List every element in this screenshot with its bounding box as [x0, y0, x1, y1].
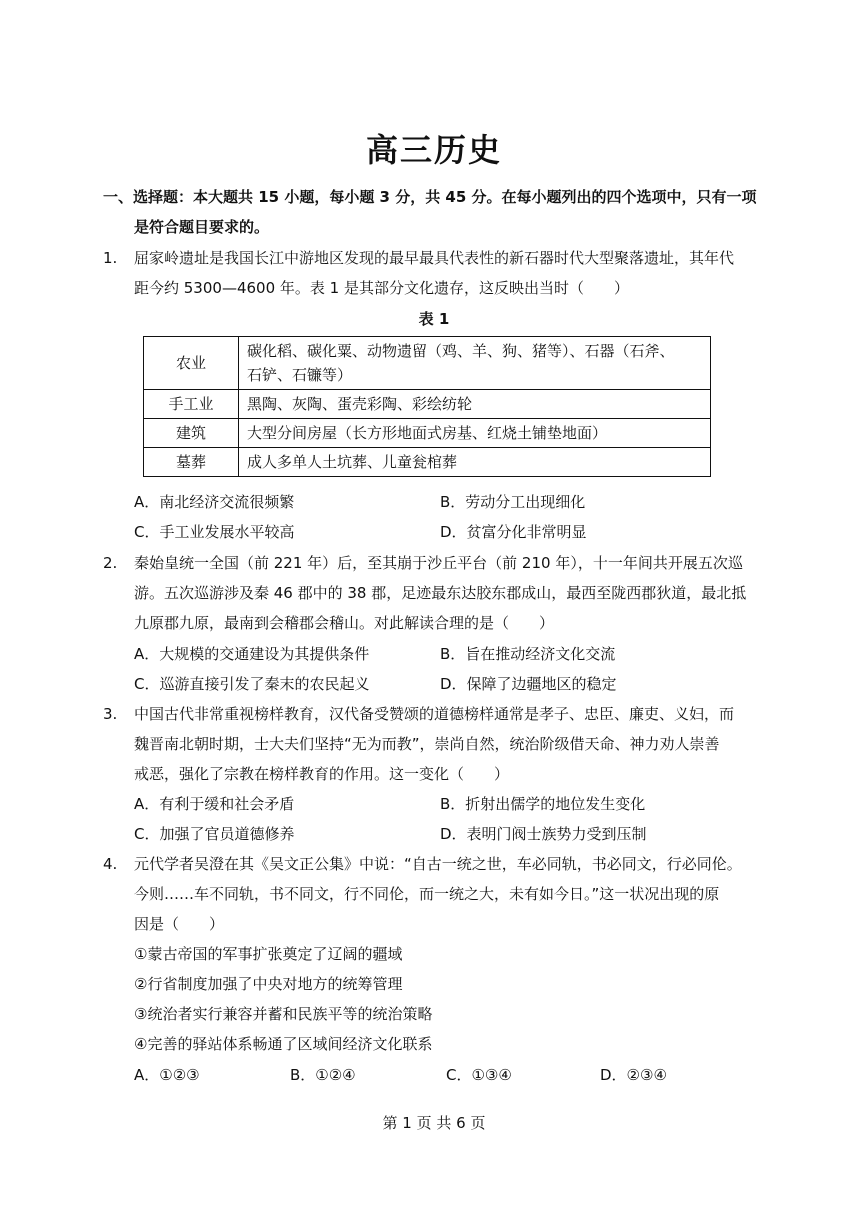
table-row-content: 黑陶、灰陶、蛋壳彩陶、彩绘纺轮 [239, 390, 711, 419]
table-row [144, 448, 711, 477]
question-1-option-c[interactable]: C．手工业发展水平较高 [134, 523, 295, 541]
question-3-option-b[interactable]: B．折射出儒学的地位发生变化 [440, 795, 646, 813]
question-1-option-a[interactable]: A．南北经济交流很频繁 [134, 493, 295, 511]
question-4-statement-4: ④完善的驿站体系畅通了区域间经济文化联系 [134, 1035, 433, 1053]
page-title: 高三历史 [365, 131, 502, 169]
table-row [144, 419, 711, 448]
question-3-option-c[interactable]: C．加强了官员道德修养 [134, 825, 295, 843]
section-instruction-line-2: 是符合题目要求的。 [134, 218, 270, 236]
question-2-text-line: 游。五次巡游涉及秦 46 郡中的 38 郡，足迹最东达胶东郡成山，最西至陇西郡狄道，最北抵 [134, 584, 747, 602]
question-1-number: 1. [103, 249, 118, 267]
question-3-text-line: 戒恶，强化了宗教在榜样教育的作用。这一变化（ ） [134, 765, 510, 783]
question-3-option-a[interactable]: A．有利于缓和社会矛盾 [134, 795, 295, 813]
question-1-option-d[interactable]: D．贫富分化非常明显 [440, 523, 587, 541]
table-1 [143, 336, 711, 477]
question-1-option-b[interactable]: B．劳动分工出现细化 [440, 493, 586, 511]
question-4-option-a[interactable]: A．①②③ [134, 1066, 200, 1084]
question-2-option-c[interactable]: C．巡游直接引发了秦末的农民起义 [134, 675, 370, 693]
question-4-option-b[interactable]: B．①②④ [290, 1066, 356, 1084]
question-4-option-c[interactable]: C．①③④ [446, 1066, 512, 1084]
question-3-text-line: 中国古代非常重视榜样教育，汉代备受赞颂的道德榜样通常是孝子、忠臣、廉吏、义妇，而 [134, 705, 735, 723]
table-cell-text: 石铲、石镰等） [247, 366, 353, 384]
question-4-text-line: 元代学者吴澄在其《吴文正公集》中说：“自古一统之世，车必同轨，书必同文，行必同伦。 [134, 855, 742, 873]
table-row-label: 墓葬 [144, 448, 239, 477]
question-4-number: 4. [103, 855, 118, 873]
table-1-caption: 表 1 [418, 310, 450, 328]
question-2-number: 2. [103, 554, 118, 572]
table-row-label: 建筑 [144, 419, 239, 448]
table-row-label: 手工业 [144, 390, 239, 419]
question-4-text-line: 因是（ ） [134, 915, 225, 933]
table-row [144, 390, 711, 419]
table-row [144, 337, 711, 390]
table-row-content: 成人多单人土坑葬、儿童瓮棺葬 [239, 448, 711, 477]
question-2-text-line: 九原郡九原，最南到会稽郡会稽山。对此解读合理的是（ ） [134, 614, 555, 632]
question-4-text-line: 今则……车不同轨，书不同文，行不同伦，而一统之大，未有如今日。”这一状况出现的原 [134, 885, 720, 903]
question-4-statement-3: ③统治者实行兼容并蓄和民族平等的统治策略 [134, 1005, 433, 1023]
question-1-text-line: 距今约 5300—4600 年。表 1 是其部分文化遗存，这反映出当时（ ） [134, 279, 629, 297]
table-row-content [239, 337, 711, 390]
question-2-option-b[interactable]: B．旨在推动经济文化交流 [440, 645, 616, 663]
page-footer: 第 1 页 共 6 页 [382, 1114, 486, 1132]
question-3-number: 3. [103, 705, 118, 723]
section-instruction-line-1: 一、选择题：本大题共 15 小题，每小题 3 分，共 45 分。在每小题列出的四个选项中，只有一项 [103, 188, 757, 206]
question-4-option-d[interactable]: D．②③④ [600, 1066, 667, 1084]
table-cell-text: 碳化稻、碳化粟、动物遗留（鸡、羊、狗、猪等）、石器（石斧、 [247, 342, 675, 360]
question-2-option-d[interactable]: D．保障了边疆地区的稳定 [440, 675, 617, 693]
question-3-option-d[interactable]: D．表明门阀士族势力受到压制 [440, 825, 647, 843]
table-row-content: 大型分间房屋（长方形地面式房基、红烧土铺垫地面） [239, 419, 711, 448]
table-row-label: 农业 [144, 337, 239, 390]
question-4-statement-2: ②行省制度加强了中央对地方的统筹管理 [134, 975, 403, 993]
question-3-text-line: 魏晋南北朝时期，士大夫们坚持“无为而教”，崇尚自然，统治阶级借天命、神力劝人崇善 [134, 735, 720, 753]
question-2-text-line: 秦始皇统一全国（前 221 年）后，至其崩于沙丘平台（前 210 年），十一年间共开展五次巡 [134, 554, 743, 572]
question-4-statement-1: ①蒙古帝国的军事扩张奠定了辽阔的疆域 [134, 945, 403, 963]
question-1-text-line: 屈家岭遗址是我国长江中游地区发现的最早最具代表性的新石器时代大型聚落遗址，其年代 [134, 249, 735, 267]
question-2-option-a[interactable]: A．大规模的交通建设为其提供条件 [134, 645, 370, 663]
